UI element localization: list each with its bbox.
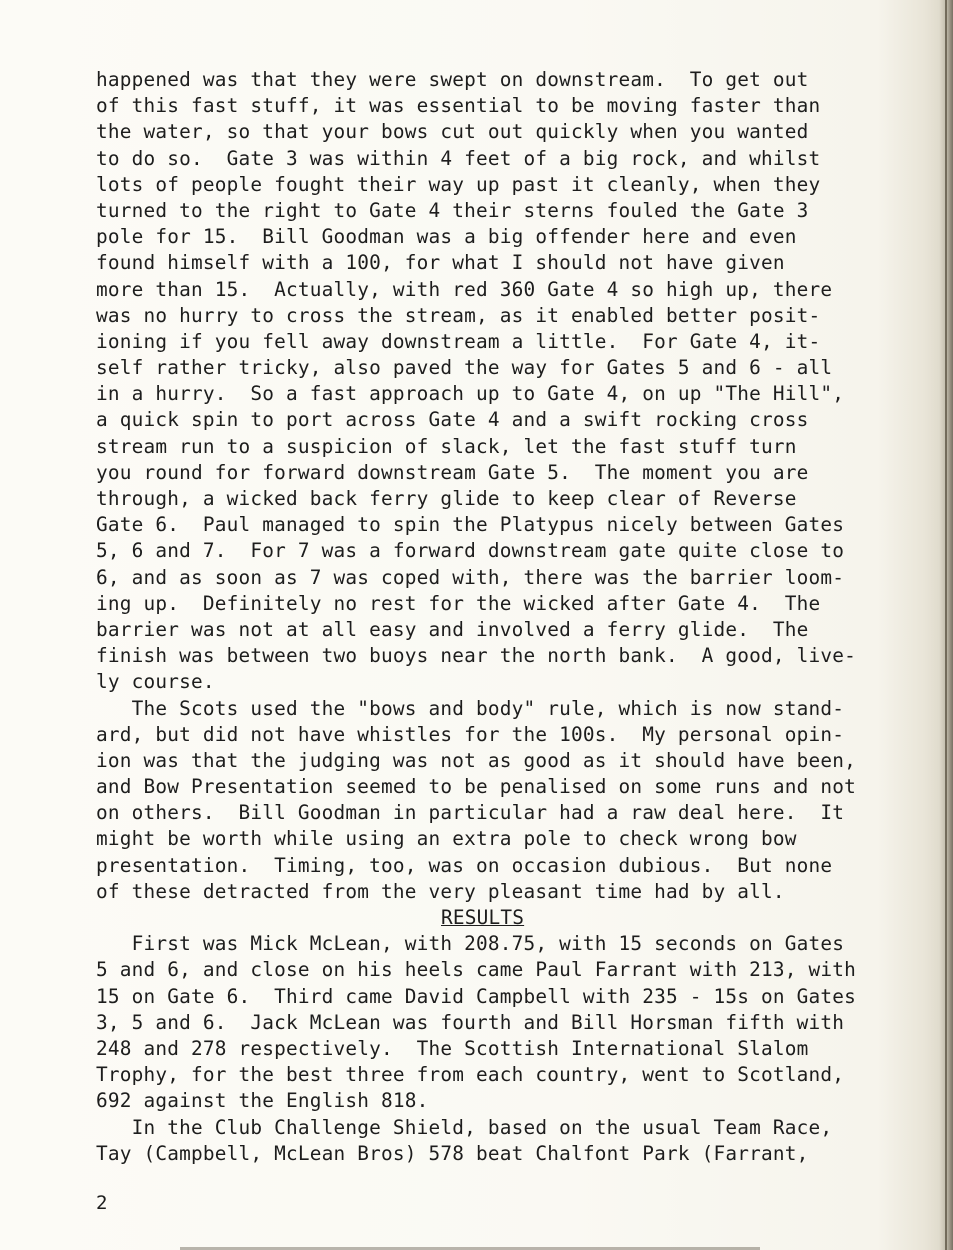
- text-line: through, a wicked back ferry glide to keep clear of Reverse: [96, 487, 797, 510]
- body-text: [96, 67, 936, 1167]
- text-line: 3, 5 and 6. Jack McLean was fourth and Bill Horsman fifth with: [96, 1010, 845, 1034]
- text-line: in a hurry. So a fast approach up to Gate 4, on up "The Hill",: [96, 382, 845, 406]
- text-line: barrier was not at all easy and involved a ferry glide. The: [96, 617, 809, 641]
- results-heading: RESULTS: [441, 906, 525, 929]
- text-line: to do so. Gate 3 was within 4 feet of a big rock, and whilst: [96, 146, 821, 170]
- text-line: the water, so that your bows cut out quickly when you wanted: [96, 120, 809, 144]
- text-line: was no hurry to cross the stream, as it enabled better posit-: [96, 303, 821, 327]
- text-line: The Scots used the "bows and body" rule, which is now stand-: [96, 696, 845, 720]
- binding-edge: [945, 0, 947, 1250]
- page-number: 2: [96, 1192, 108, 1214]
- text-line: ard, but did not have whistles for the 100s. My personal opin-: [96, 722, 845, 746]
- text-line: ly course.: [96, 670, 215, 694]
- text-line: stream run to a suspicion of slack, let the fast stuff turn: [96, 434, 797, 458]
- text-line: on others. Bill Goodman in particular had a raw deal here. It: [96, 801, 845, 825]
- text-line: more than 15. Actually, with red 360 Gate 4 so high up, there: [96, 277, 833, 301]
- text-line: found himself with a 100, for what I should not have given: [96, 251, 785, 275]
- text-line: might be worth while using an extra pole to check wrong bow: [96, 827, 797, 851]
- text-line: ion was that the judging was not as good as it should have been,: [96, 748, 856, 772]
- text-line: Trophy, for the best three from each country, went to Scotland,: [96, 1063, 845, 1087]
- text-line: Tay (Campbell, McLean Bros) 578 beat Chalfont Park (Farrant,: [96, 1141, 809, 1165]
- text-line: 5, 6 and 7. For 7 was a forward downstream gate quite close to: [96, 539, 845, 563]
- text-line: Gate 6. Paul managed to spin the Platypus nicely between Gates: [96, 513, 845, 537]
- text-line: and Bow Presentation seemed to be penalised on some runs and not: [96, 775, 856, 799]
- text-line: self rather tricky, also paved the way for Gates 5 and 6 - all: [96, 356, 833, 380]
- text-line: First was Mick McLean, with 208.75, with 15 seconds on Gates: [96, 932, 845, 956]
- text-line: happened was that they were swept on downstream. To get out: [96, 68, 809, 91]
- text-line: ing up. Definitely no rest for the wicked after Gate 4. The: [96, 591, 821, 615]
- text-line: presentation. Timing, too, was on occasion dubious. But none: [96, 853, 833, 877]
- text-line: a quick spin to port across Gate 4 and a swift rocking cross: [96, 408, 809, 432]
- text-line: you round for forward downstream Gate 5. The moment you are: [96, 460, 809, 484]
- text-line: 15 on Gate 6. Third came David Campbell with 235 - 15s on Gates: [96, 984, 856, 1008]
- text-line: In the Club Challenge Shield, based on the usual Team Race,: [96, 1115, 833, 1139]
- text-line: turned to the right to Gate 4 their sterns fouled the Gate 3: [96, 198, 809, 222]
- text-line: 5 and 6, and close on his heels came Paul Farrant with 213, with: [96, 958, 856, 982]
- text-line: 248 and 278 respectively. The Scottish International Slalom: [96, 1036, 809, 1060]
- text-line: lots of people fought their way up past it cleanly, when they: [96, 172, 821, 196]
- text-line: 692 against the English 818.: [96, 1089, 429, 1113]
- text-line: of this fast stuff, it was essential to be moving faster than: [96, 94, 821, 118]
- text-line: 6, and as soon as 7 was coped with, there was the barrier loom-: [96, 565, 845, 589]
- text-line: of these detracted from the very pleasant time had by all.: [96, 879, 785, 903]
- text-line: pole for 15. Bill Goodman was a big offender here and even: [96, 225, 797, 249]
- text-line: ioning if you fell away downstream a little. For Gate 4, it-: [96, 329, 821, 353]
- text-line: finish was between two buoys near the north bank. A good, live-: [96, 644, 856, 668]
